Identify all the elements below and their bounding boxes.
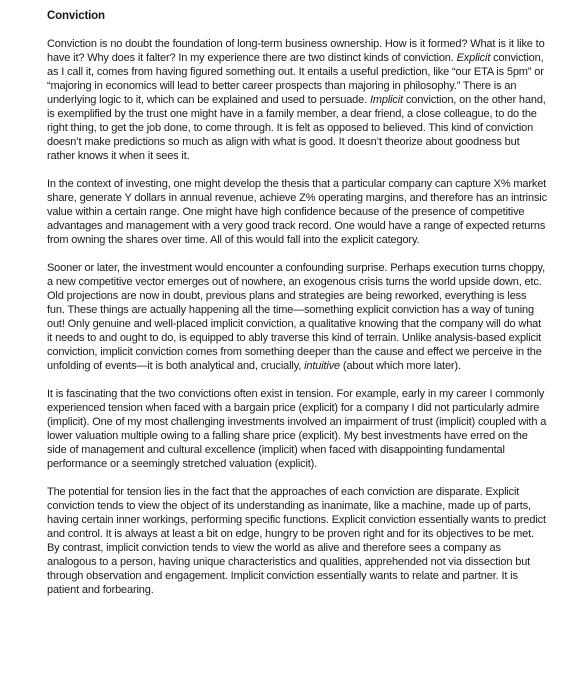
paragraph bbox=[47, 485, 547, 597]
document-title: Conviction bbox=[47, 10, 105, 22]
paragraph bbox=[47, 261, 547, 373]
text-run: In the context of investing, one might develop the thesis that a particular company can capture X% market share, generate Y dollars in annual revenue, achieve Z% operating margins, and therefore has an intrinsic value within a certain range. One might have high confidence because of the presence of competitive advantages and management with a very good track record. One would have a range of expected returns from owning the shares over time. All of this would fall into the explicit category. bbox=[47, 178, 547, 246]
text-run: (about which more later). bbox=[340, 360, 461, 372]
text-run: Conviction is no doubt the foundation of long-term business ownership. How is it formed? What is it like to have it? Why does it falter? In my experience there are two distinct kinds of conviction. bbox=[47, 38, 545, 64]
paragraph bbox=[47, 177, 547, 247]
text-run-italic: intuitive bbox=[304, 360, 341, 372]
text-run: conviction, as I call it, comes from having figured something out. It entails a useful prediction, like “our ETA is 5pm” or “majoring in economics will lead to better career prospects than majoring in philosophy.” There is an underlying logic to it, which can be explained and used to persuade. bbox=[47, 52, 544, 106]
text-run: Sooner or later, the investment would encounter a confounding surprise. Perhaps execution turns choppy, a new competitive vector emerges out of nowhere, an exogenous crisis turns the world upside down, etc. Old projections are now in doubt, previous plans and strategies are being reworked, everything is less fun. These things are actually happening all the time—something explicit conviction has a way of tuning out! Only genuine and well-placed implicit conviction, a qualitative knowing that the company will do what it needs to and ought to do, is equipped to ably traverse this kind of terrain. Unlike analysis-based explicit conviction, implicit conviction comes from something deeper than the cause and effect we perceive in the unfolding of events—it is both analytical and, crucially, bbox=[47, 262, 545, 372]
text-run-italic: Implicit bbox=[369, 94, 403, 106]
text-run: The potential for tension lies in the fact that the approaches of each conviction are disparate. Explicit conviction tends to view the object of its understanding as inanimate, like a machine, made up of parts, having certain inner workings, performing specific functions. Explicit conviction essentially wants to predict and control. It is always at least a bit on edge, hungry to be proven right and for its objectives to be met. By contrast, implicit conviction tends to view the world as alive and therefore sees a company as analogous to a person, having unique characteristics and qualities, apprehended not via dissection but through observation and engagement. Implicit conviction essentially wants to relate and partner. It is patient and forbearing. bbox=[47, 486, 546, 596]
text-run-italic: Explicit bbox=[456, 52, 491, 64]
paragraph bbox=[47, 387, 547, 471]
paragraph bbox=[47, 37, 547, 163]
document bbox=[47, 9, 547, 611]
text-run: conviction, on the other hand, is exemplified by the trust one might have in a family member, a dear friend, a close colleague, to do the right thing, to get the job done, to come through. It is felt as opposed to believed. This kind of conviction doesn’t make predictions so much as align with what is good. It doesn’t theorize about goodness but rather knows it when it sees it. bbox=[47, 94, 546, 162]
text-run: It is fascinating that the two convictions often exist in tension. For example, early in my career I commonly experienced tension when faced with a bargain price (explicit) for a company I did not particularly admire (implicit). One of my most challenging investments involved an impairment of trust (implicit) coupled with a lower valuation multiple owing to a falling share price (explicit). My best investments have erred on the side of management and cultural excellence (implicit) when faced with disappointing fundamental performance or a seemingly stretched valuation (explicit). bbox=[47, 388, 547, 470]
